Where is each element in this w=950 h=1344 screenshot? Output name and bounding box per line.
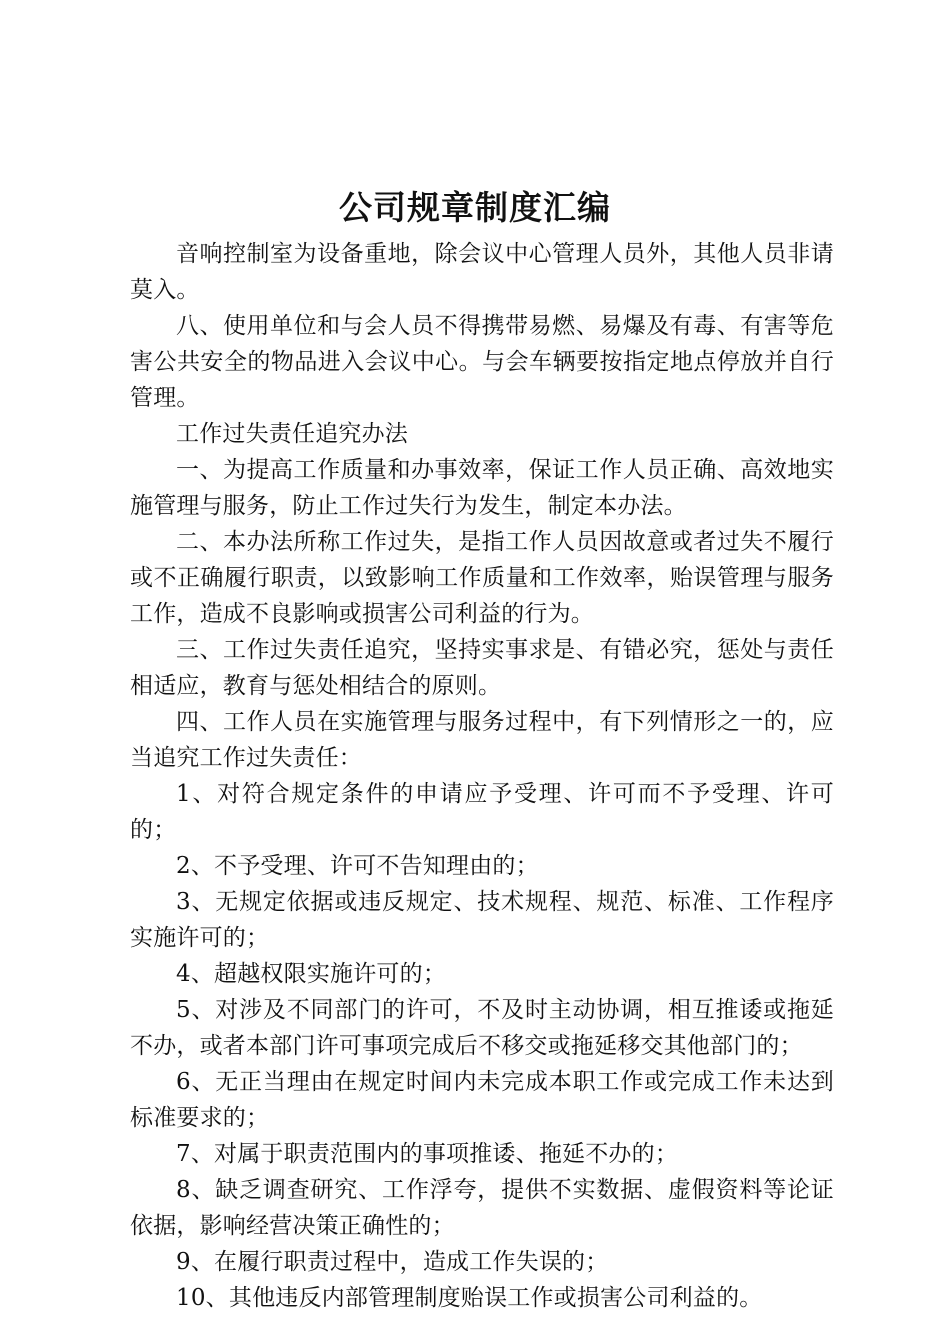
list-item-1: 1、对符合规定条件的申请应予受理、许可而不予受理、许可的； xyxy=(130,781,834,843)
list-item-6: 6、无正当理由在规定时间内未完成本职工作或完成工作未达到标准要求的； xyxy=(130,1069,834,1131)
list-item-4: 4、超越权限实施许可的； xyxy=(176,961,447,987)
list-item-3: 3、无规定依据或违反规定、技术规程、规范、标准、工作程序实施许可的； xyxy=(130,889,834,951)
paragraph-4: 二、本办法所称工作过失，是指工作人员因故意或者过失不履行或不正确履行职责，以致影响工作质量和工作效率，贻误管理与服务工作，造成不良影响或损害公司利益的行为。 xyxy=(130,529,834,627)
paragraph-6: 四、工作人员在实施管理与服务过程中，有下列情形之一的，应当追究工作过失责任： xyxy=(130,709,834,771)
list-item-10: 10、其他违反内部管理制度贻误工作或损害公司利益的。 xyxy=(176,1285,763,1311)
document-body xyxy=(130,236,834,1316)
paragraph-2: 八、使用单位和与会人员不得携带易燃、易爆及有毒、有害等危害公共安全的物品进入会议中心。与会车辆要按指定地点停放并自行管理。 xyxy=(130,313,834,411)
paragraph-1: 音响控制室为设备重地，除会议中心管理人员外，其他人员非请莫入。 xyxy=(130,241,834,303)
section-heading: 工作过失责任追究办法 xyxy=(176,421,408,447)
document-title: 公司规章制度汇编 xyxy=(339,188,611,227)
list-item-2: 2、不予受理、许可不告知理由的； xyxy=(176,853,539,879)
paragraph-5: 三、工作过失责任追究，坚持实事求是、有错必究，惩处与责任相适应，教育与惩处相结合的原则。 xyxy=(130,637,834,699)
list-item-8: 8、缺乏调查研究、工作浮夸，提供不实数据、虚假资料等论证依据，影响经营决策正确性的； xyxy=(130,1177,834,1239)
paragraph-3: 一、为提高工作质量和办事效率，保证工作人员正确、高效地实施管理与服务，防止工作过失行为发生，制定本办法。 xyxy=(130,457,834,519)
list-item-5: 5、对涉及不同部门的许可，不及时主动协调，相互推诿或拖延不办，或者本部门许可事项完成后不移交或拖延移交其他部门的； xyxy=(130,997,834,1059)
list-item-9: 9、在履行职责过程中，造成工作失误的； xyxy=(176,1249,609,1275)
list-item-7: 7、对属于职责范围内的事项推诿、拖延不办的； xyxy=(176,1141,679,1167)
